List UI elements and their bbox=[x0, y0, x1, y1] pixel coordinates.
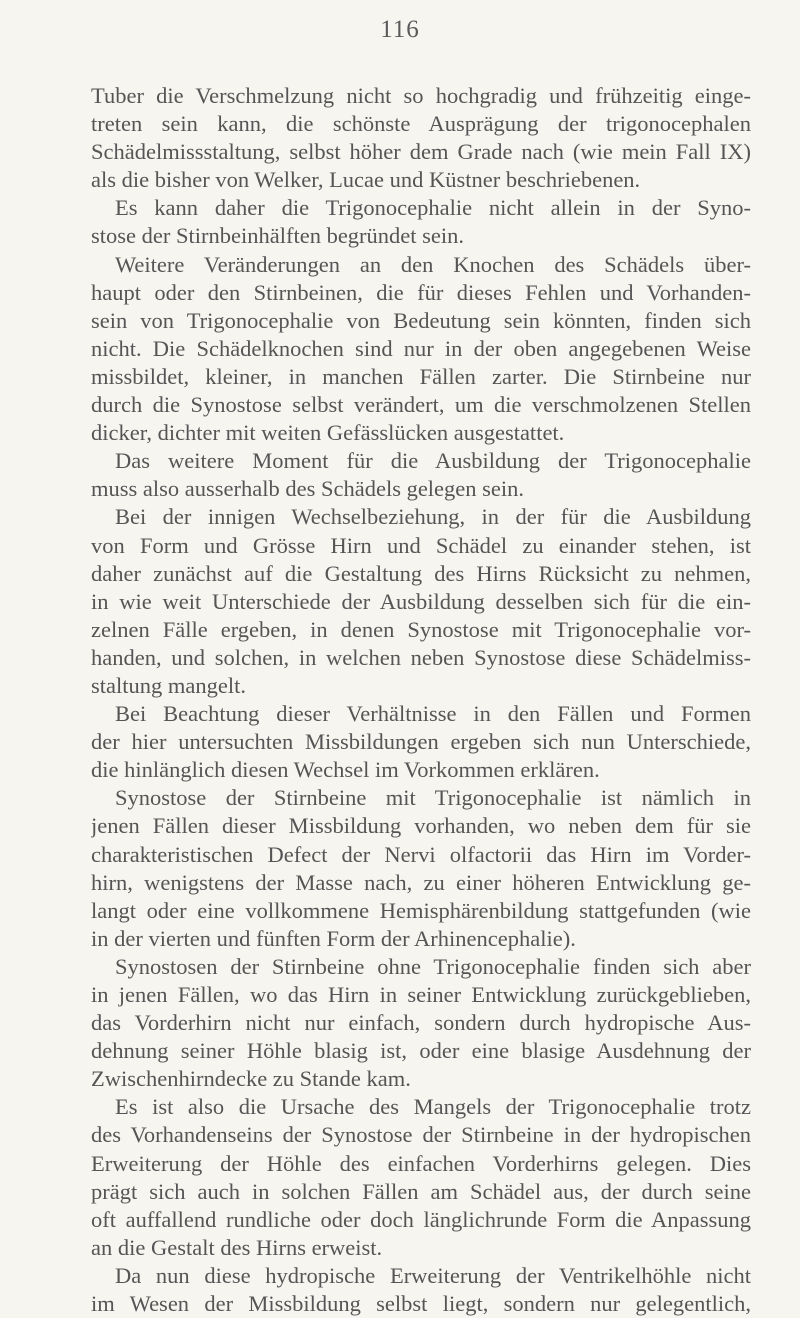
text-line: Es kann daher die Trigonocephalie nicht allein in der Syno- bbox=[115, 195, 751, 221]
text-line: staltung mangelt. bbox=[91, 672, 246, 698]
text-line: in wie weit Unterschiede der Ausbildung desselben sich für die ein- bbox=[91, 588, 751, 614]
text-line: Zwischenhirndecke zu Stande kam. bbox=[91, 1066, 411, 1092]
text-line: hirn, wenigstens der Masse nach, zu einer höheren Entwicklung ge- bbox=[91, 869, 751, 895]
text-line: durch die Synostose selbst verändert, um die verschmolzenen Stellen bbox=[91, 392, 751, 418]
text-line: jenen Fällen dieser Missbildung vorhanden, wo neben dem für sie bbox=[91, 813, 751, 839]
body-text bbox=[91, 82, 751, 1318]
text-line: das Vorderhirn nicht nur einfach, sondern durch hydropische Aus- bbox=[91, 1010, 751, 1036]
text-line: die hinlänglich diesen Wechsel im Vorkommen erklären. bbox=[91, 757, 600, 783]
text-line: Bei Beachtung dieser Verhältnisse in den Fällen und Formen bbox=[115, 701, 751, 727]
text-line: Schädelmissstaltung, selbst höher dem Grade nach (wie mein Fall IX) bbox=[91, 139, 751, 165]
text-line: in der vierten und fünften Form der Arhinencephalie). bbox=[91, 925, 576, 951]
text-line: missbildet, kleiner, in manchen Fällen zarter. Die Stirnbeine nur bbox=[91, 363, 751, 389]
text-line: Synostosen der Stirnbeine ohne Trigonocephalie finden sich aber bbox=[115, 953, 751, 979]
text-line: dehnung seiner Höhle blasig ist, oder eine blasige Ausdehnung der bbox=[91, 1038, 751, 1064]
text-line: dicker, dichter mit weiten Gefässlücken ausgestattet. bbox=[91, 420, 565, 446]
text-line: Weitere Veränderungen an den Knochen des Schädels über- bbox=[115, 251, 751, 277]
text-line: in jenen Fällen, wo das Hirn in seiner Entwicklung zurückgeblieben, bbox=[91, 982, 751, 1007]
text-line: an die Gestalt des Hirns erweist. bbox=[91, 1234, 383, 1260]
text-line: langt oder eine vollkommene Hemisphärenbildung stattgefunden (wie bbox=[91, 897, 751, 923]
text-line: haupt oder den Stirnbeinen, die für dieses Fehlen und Vorhanden- bbox=[91, 279, 751, 305]
text-line: als die bisher von Welker, Lucae und Küstner beschriebenen. bbox=[91, 167, 641, 193]
text-line: muss also ausserhalb des Schädels gelegen sein. bbox=[91, 476, 525, 502]
text-line: stose der Stirnbeinhälften begründet sein. bbox=[91, 223, 465, 249]
text-line: Bei der innigen Wechselbeziehung, in der für die Ausbildung bbox=[115, 504, 751, 530]
text-line: treten sein kann, die schönste Ausprägung der trigonocephalen bbox=[91, 111, 751, 137]
text-line: Es ist also die Ursache des Mangels der Trigonocephalie trotz bbox=[115, 1094, 751, 1120]
text-line: Da nun diese hydropische Erweiterung der Ventrikelhöhle nicht bbox=[115, 1262, 751, 1288]
text-line: charakteristischen Defect der Nervi olfactorii das Hirn im Vorder- bbox=[91, 841, 751, 867]
text-line: Erweiterung der Höhle des einfachen Vorderhirns gelegen. Dies bbox=[91, 1150, 751, 1176]
text-line: Synostose der Stirnbeine mit Trigonocephalie ist nämlich in bbox=[115, 785, 751, 811]
text-line: oft auffallend rundliche oder doch länglichrunde Form die Anpassung bbox=[91, 1206, 751, 1232]
text-line: des Vorhandenseins der Synostose der Stirnbeine in der hydropischen bbox=[91, 1122, 751, 1148]
text-line: von Form und Grösse Hirn und Schädel zu einander stehen, ist bbox=[91, 532, 751, 558]
text-line: Tuber die Verschmelzung nicht so hochgradig und frühzeitig einge- bbox=[91, 83, 751, 108]
page-number: 116 bbox=[380, 16, 420, 43]
text-line: handen, und solchen, in welchen neben Synostose diese Schädelmiss- bbox=[91, 644, 751, 670]
text-line: im Wesen der Missbildung selbst liegt, sondern nur gelegentlich, bbox=[91, 1291, 751, 1317]
text-line: sein von Trigonocephalie von Bedeutung sein könnten, finden sich bbox=[91, 307, 751, 333]
text-line: der hier untersuchten Missbildungen ergeben sich nun Unterschiede, bbox=[91, 729, 751, 755]
text-line: nicht. Die Schädelknochen sind nur in der oben angegebenen Weise bbox=[91, 335, 751, 361]
text-line: prägt sich auch in solchen Fällen am Schädel aus, der durch seine bbox=[91, 1178, 751, 1204]
text-line: zelnen Fälle ergeben, in denen Synostose mit Trigonocephalie vor- bbox=[91, 616, 751, 642]
text-line: Das weitere Moment für die Ausbildung der Trigonocephalie bbox=[115, 448, 751, 474]
text-line: daher zunächst auf die Gestaltung des Hirns Rücksicht zu nehmen, bbox=[91, 560, 751, 586]
